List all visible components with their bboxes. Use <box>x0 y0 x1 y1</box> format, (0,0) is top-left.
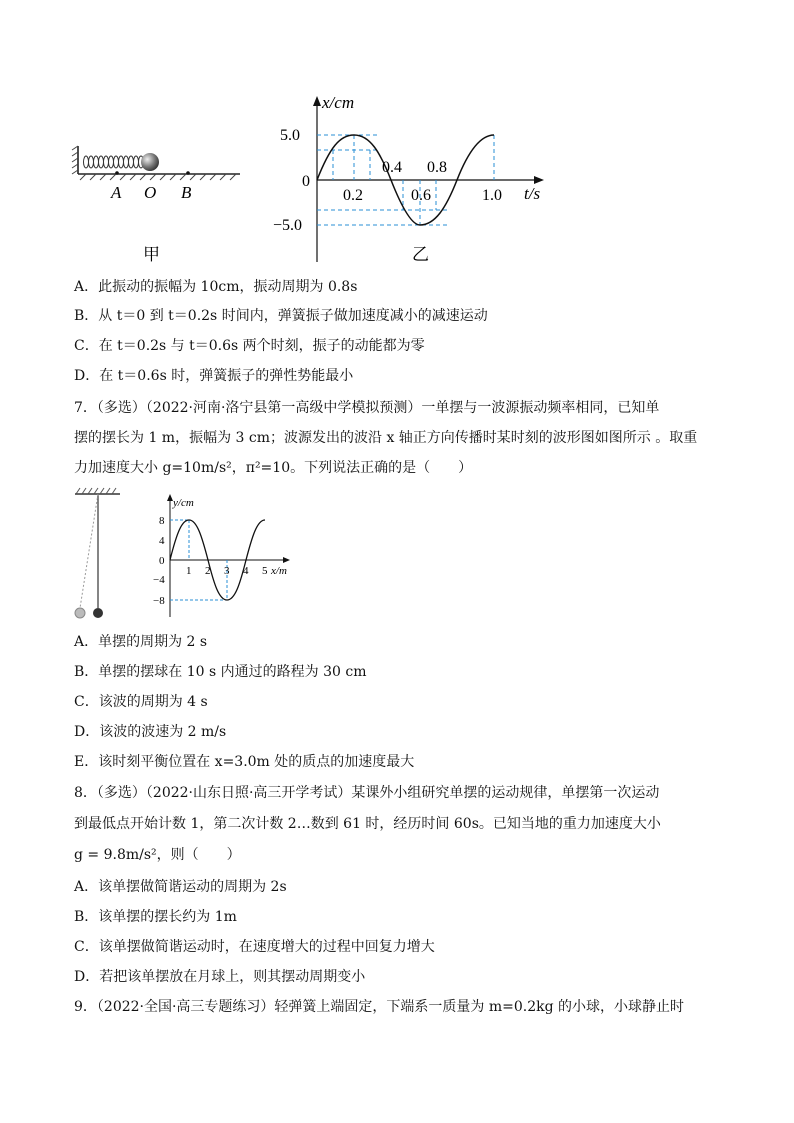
x-tick-2: 2 <box>205 565 211 577</box>
q8-stem-line3: g = 9.8m/s²，则（ ） <box>74 847 241 863</box>
y-axis-label: y/cm <box>173 497 194 509</box>
q7-stem-line3: 力加速度大小 g=10m/s²，π²=10。下列说法正确的是（ ） <box>74 460 473 476</box>
y-tick-neg4: −4 <box>153 574 165 586</box>
point-o-label: O <box>144 183 157 202</box>
x-tick-5: 5 <box>262 565 268 577</box>
point-b-label: B <box>181 183 192 202</box>
q8-option-b: B．该单摆的摆长约为 1m <box>74 909 237 925</box>
y-tick-8: 8 <box>159 515 165 527</box>
x-tick-1: 1 <box>186 565 192 577</box>
q7-option-b: B．单摆的摆球在 10 s 内通过的路程为 30 cm <box>74 664 367 680</box>
y-tick-0: 0 <box>159 555 165 567</box>
q6-option-a: A．此振动的振幅为 10cm，振动周期为 0.8s <box>74 279 358 295</box>
q8-stem-line1: 8．（多选）（2022·山东日照·高三开学考试）某课外小组研究单摆的运动规律，单摆第一次运动 <box>74 785 660 801</box>
q8-option-a: A．该单摆做简谐运动的周期为 2s <box>74 879 287 895</box>
y-tick-5: 5.0 <box>280 127 300 144</box>
y-tick-4: 4 <box>159 535 165 547</box>
figure-yi-caption: 乙 <box>412 245 429 264</box>
y-axis-label: x/cm <box>322 93 355 112</box>
spring <box>84 156 144 168</box>
x-tick-0.8: 0.8 <box>427 159 447 176</box>
q6-option-c: C．在 t＝0.2s 与 t＝0.6s 两个时刻，振子的动能都为零 <box>74 338 425 354</box>
x-tick-0.2: 0.2 <box>343 187 363 204</box>
q6-option-d: D．在 t＝0.6s 时，弹簧振子的弹性势能最小 <box>74 368 354 384</box>
point-a-label: A <box>111 183 122 202</box>
q6-option-b: B．从 t＝0 到 t＝0.2s 时间内，弹簧振子做加速度减小的减速运动 <box>74 308 488 324</box>
oscillator-ball <box>141 153 159 171</box>
figure-jia-caption: 甲 <box>143 245 160 264</box>
q9-stem-line1: 9．（2022·全国·高三专题练习）轻弹簧上端固定，下端系一质量为 m=0.2kg 的小球，小球静止时 <box>74 999 685 1015</box>
origin-label: 0 <box>302 173 310 190</box>
x-tick-0.6: 0.6 <box>411 187 431 204</box>
q7-option-c: C．该波的周期为 4 s <box>74 694 208 710</box>
q7-wave-figure <box>145 492 305 622</box>
x-axis-label: t/s <box>524 184 541 203</box>
x-tick-4: 4 <box>243 565 249 577</box>
q7-option-e: E．该时刻平衡位置在 x=3.0m 处的质点的加速度最大 <box>74 754 415 770</box>
x-tick-1.0: 1.0 <box>482 187 502 204</box>
q7-stem-line2: 摆的摆长为 1 m，振幅为 3 cm；波源发出的波沿 x 轴正方向传播时某时刻的波形图如图所示 。取重 <box>74 430 698 446</box>
x-axis-label: x/m <box>271 565 287 577</box>
q8-stem-line2: 到最低点开始计数 1，第二次计数 2…数到 61 时，经历时间 60s。已知当地的重力加速度大小 <box>74 816 661 832</box>
q7-option-d: D．该波的波速为 2 m/s <box>74 724 227 740</box>
q7-pendulum-figure <box>70 486 130 626</box>
figure-jia-spring-oscillator <box>70 140 250 270</box>
x-tick-3: 3 <box>224 565 230 577</box>
y-tick-neg5: −5.0 <box>273 217 303 234</box>
q7-stem-line1: 7．（多选）（2022·河南·洛宁县第一高级中学模拟预测）一单摆与一波源振动频率相同，已知单 <box>74 400 660 416</box>
q8-option-d: D．若把该单摆放在月球上，则其摆动周期变小 <box>74 969 366 985</box>
figure-yi-xt-graph <box>270 92 560 272</box>
x-tick-0.4: 0.4 <box>382 159 402 176</box>
y-tick-neg8: −8 <box>153 595 165 607</box>
q7-option-a: A．单摆的周期为 2 s <box>74 634 208 650</box>
q8-option-c: C．该单摆做简谐运动时，在速度增大的过程中回复力增大 <box>74 939 435 955</box>
